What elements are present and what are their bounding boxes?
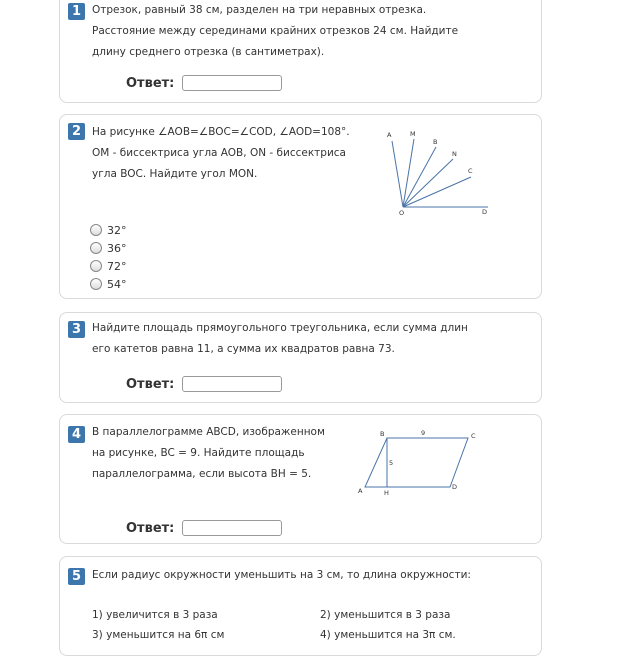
label-o: O — [399, 209, 405, 215]
option-4[interactable]: 4) уменьшится на 3π см. — [320, 629, 456, 641]
question-card-5 — [59, 556, 542, 656]
radio-button[interactable] — [90, 242, 102, 254]
question-number: 1 — [68, 3, 85, 20]
answer-options — [90, 221, 127, 293]
label-a: A — [358, 487, 363, 495]
answer-label: Ответ: — [126, 520, 175, 536]
radio-button[interactable] — [90, 278, 102, 290]
question-card-2 — [59, 114, 542, 299]
label-bc-length: 9 — [421, 429, 426, 437]
option-4[interactable]: 54° — [90, 275, 127, 293]
option-3[interactable]: 3) уменьшится на 6π см — [92, 629, 225, 641]
label-n: N — [452, 150, 457, 158]
option-1[interactable]: 32° — [90, 221, 127, 239]
answer-row — [126, 75, 282, 91]
question-text: На рисунке ∠AOB=∠BOC=∠COD, ∠AOD=108°. OM - биссектриса угла AOB, ON - биссектриса угла BOC. Найдите угол MON. — [92, 126, 350, 180]
option-3[interactable]: 72° — [90, 257, 127, 275]
answer-input[interactable] — [182, 376, 282, 392]
question-card-4 — [59, 414, 542, 544]
radio-button[interactable] — [90, 260, 102, 272]
question-text: Найдите площадь прямоугольного треугольника, если сумма длин его катетов равна 11, а сумма их квадратов равна 73. — [92, 322, 468, 355]
label-bh-length: 5 — [389, 459, 394, 467]
question-number: 2 — [68, 123, 85, 140]
answer-input[interactable] — [182, 75, 282, 91]
label-a: A — [387, 131, 392, 139]
option-2[interactable]: 2) уменьшится в 3 раза — [320, 609, 451, 621]
answer-label: Ответ: — [126, 376, 175, 392]
option-1[interactable]: 1) увеличится в 3 раза — [92, 609, 218, 621]
question-text: Если радиус окружности уменьшить на 3 см, то длина окружности: — [92, 569, 471, 581]
parallelogram-figure — [352, 427, 482, 501]
question-text: Отрезок, равный 38 см, разделен на три неравных отрезка. Расстояние между серединами крайних отрезков 24 см. Найдите длину среднего отрезка (в сантиметрах). — [92, 4, 459, 58]
label-b: B — [433, 138, 438, 146]
answer-label: Ответ: — [126, 75, 175, 91]
label-h: H — [384, 489, 389, 497]
answer-input[interactable] — [182, 520, 282, 536]
question-text: В параллелограмме ABCD, изображенном на рисунке, BC = 9. Найдите площадь параллелограмма, если высота BH = 5. — [92, 426, 325, 480]
question-card-1 — [59, 0, 542, 103]
label-m: M — [410, 130, 416, 138]
angle-figure — [376, 129, 506, 215]
answer-row — [126, 520, 282, 536]
question-number: 5 — [68, 568, 85, 585]
radio-button[interactable] — [90, 224, 102, 236]
answer-row — [126, 376, 282, 392]
label-b: B — [380, 430, 385, 438]
label-d: D — [452, 483, 458, 491]
question-number: 3 — [68, 321, 85, 338]
label-c: C — [468, 167, 473, 175]
label-d: D — [482, 208, 488, 215]
option-2[interactable]: 36° — [90, 239, 127, 257]
question-card-3 — [59, 312, 542, 403]
label-c: C — [471, 432, 476, 440]
question-number: 4 — [68, 426, 85, 443]
